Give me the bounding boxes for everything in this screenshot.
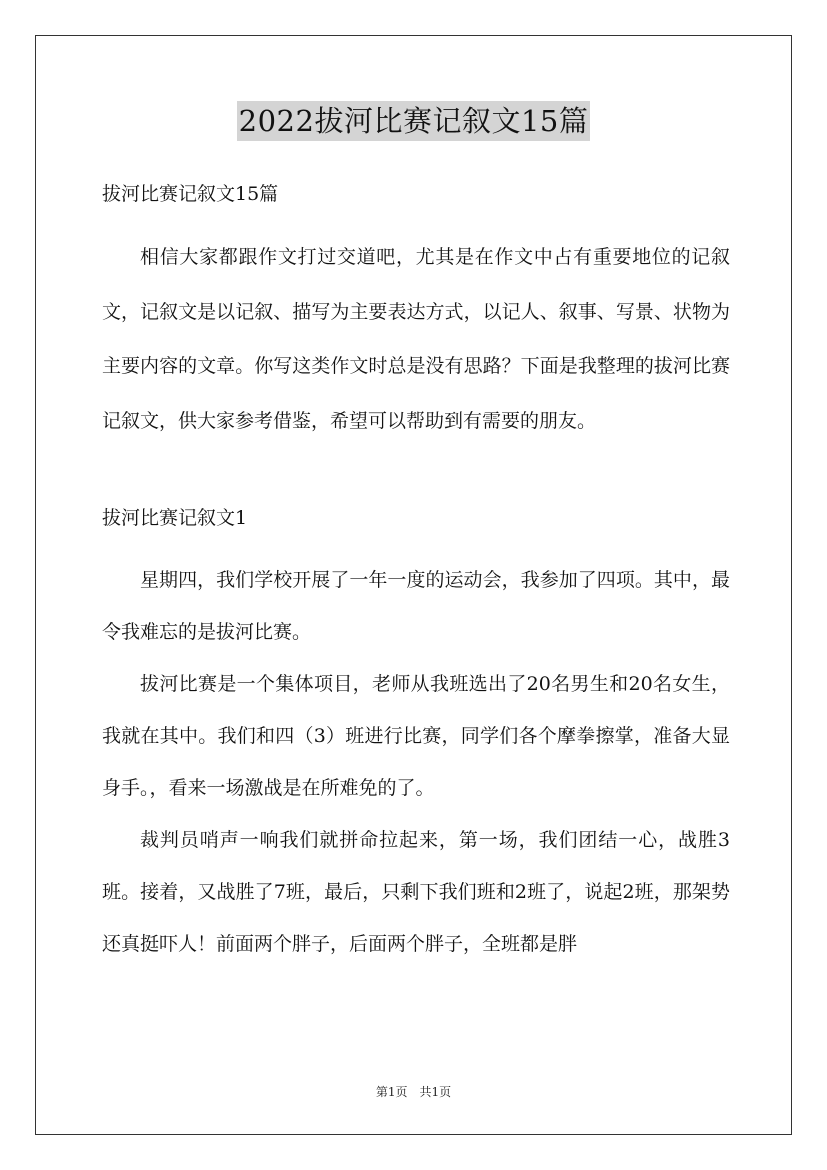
document-title: 2022拔河比赛记叙文15篇 xyxy=(237,101,591,141)
document-body xyxy=(102,176,730,970)
title-area xyxy=(0,101,827,141)
subtitle: 拔河比赛记叙文15篇 xyxy=(102,183,279,205)
page-footer: 第1页 共1页 xyxy=(375,1085,452,1099)
body-paragraph-3: 裁判员哨声一响我们就拼命拉起来，第一场，我们团结一心，战胜3班。接着，又战胜了7班，最后，只剩下我们班和2班了，说起2班，那架势还真挺吓人！前面两个胖子，后面两个胖子，全班都是胖 xyxy=(102,829,730,955)
body-paragraph-2: 拔河比赛是一个集体项目，老师从我班选出了20名男生和20名女生，我就在其中。我们和四（3）班进行比赛，同学们各个摩拳擦掌，准备大显身手。，看来一场激战是在所难免的了。 xyxy=(102,673,730,799)
body-paragraph-1: 星期四，我们学校开展了一年一度的运动会，我参加了四项。其中，最令我难忘的是拔河比赛。 xyxy=(102,569,730,643)
intro-paragraph: 相信大家都跟作文打过交道吧，尤其是在作文中占有重要地位的记叙文，记叙文是以记叙、描写为主要表达方式，以记人、叙事、写景、状物为主要内容的文章。你写这类作文时总是没有思路？下面是我整理的拔河比赛记叙文，供大家参考借鉴，希望可以帮助到有需要的朋友。 xyxy=(102,246,730,432)
section-heading: 拔河比赛记叙文1 xyxy=(102,507,248,529)
